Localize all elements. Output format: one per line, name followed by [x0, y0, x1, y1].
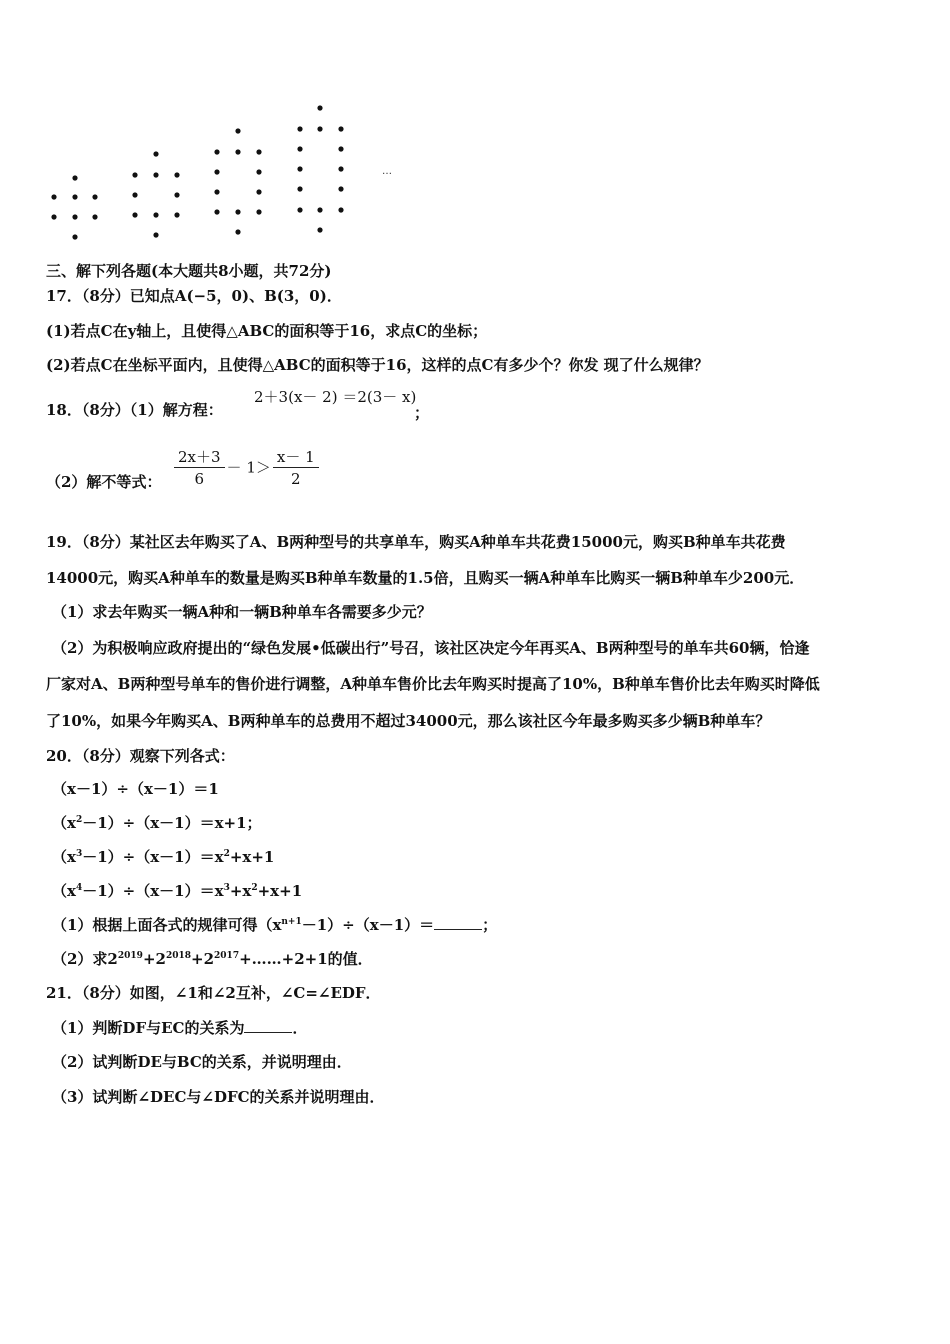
fraction-left-denominator: 6 — [194, 470, 205, 488]
q18-equation: 2＋3(x－ 2) ＝2(3－ x) — [254, 388, 417, 406]
pattern-dot — [153, 151, 158, 156]
q18-head-line — [46, 400, 223, 420]
q18-head: 18．（8分）（1）解方程： — [46, 401, 223, 419]
q20-eq2: $(x^2-1)\div(x-1)=x+1$； — [52, 814, 262, 832]
fraction-left-numerator: 2x＋3 — [174, 447, 225, 468]
q18-part2-label: （2）解不等式： — [46, 473, 162, 491]
pattern-dot — [256, 209, 261, 214]
dot-pattern-figure — [40, 100, 420, 250]
pattern-dot — [338, 186, 343, 191]
pattern-dot — [317, 105, 322, 110]
fraction-right-numerator: x－ 1 — [273, 447, 319, 468]
pattern-dot — [153, 212, 158, 217]
pattern-dot — [153, 172, 158, 177]
pattern-dot — [132, 192, 137, 197]
pattern-dot — [72, 194, 77, 199]
q20-eq4: $(x^4-1)\div(x-1)=x^3+x^2+x+1$ — [52, 882, 303, 900]
pattern-dot — [338, 207, 343, 212]
q19-line4: （2）为积极响应政府提出的“绿色发展•低碳出行”号召，该社区决定今年再买A、B两种型号的单车共60辆，恰逢 — [52, 639, 810, 657]
answer-blank — [434, 915, 482, 930]
q20-eq1: （x－1）÷（x－1）＝1 — [52, 780, 219, 798]
pattern-dot — [338, 166, 343, 171]
q17-part2: (2)若点C在坐标平面内，且使得△ABC的面积等于16，这样的点C有多少个？你发 现了什么规律？ — [46, 356, 709, 374]
fraction-left — [174, 447, 225, 490]
pattern-dot — [297, 166, 302, 171]
q17-head: 17．（8分）已知点A(−5，0)、B(3，0)． — [46, 287, 342, 305]
pattern-dot — [256, 189, 261, 194]
pattern-dot — [256, 169, 261, 174]
pattern-dot — [214, 169, 219, 174]
fraction-right — [273, 447, 319, 490]
pattern-dot — [214, 209, 219, 214]
pattern-dot — [214, 149, 219, 154]
pattern-dot — [92, 194, 97, 199]
pattern-dot — [338, 146, 343, 151]
q21-part3: （3）试判断∠DEC与∠DFC的关系并说明理由． — [52, 1088, 385, 1106]
pattern-dot — [72, 234, 77, 239]
pattern-dot — [297, 146, 302, 151]
pattern-dot — [297, 186, 302, 191]
q20-eq3: $(x^3-1)\div(x-1)=x^2+x+1$ — [52, 848, 275, 866]
q21-part1: （1）判断DF与EC的关系为 ． — [52, 1019, 308, 1037]
pattern-dot — [317, 207, 322, 212]
q19-line6: 了10%，如果今年购买A、B两种单车的总费用不超过34000元，那么该社区今年最多购买多少辆B种单车？ — [46, 712, 771, 730]
pattern-dot — [256, 149, 261, 154]
fraction-right-denominator: 2 — [290, 470, 301, 488]
q20-head: 20．（8分）观察下列各式： — [46, 747, 235, 765]
q19-line5: 厂家对A、B两种型号单车的售价进行调整，A种单车售价比去年购买时提高了10%，B种单车售价比去年购买时降低 — [46, 675, 820, 693]
pattern-dot — [297, 126, 302, 131]
pattern-dot — [153, 232, 158, 237]
q19-line1: 19．（8分）某社区去年购买了A、B两种型号的共享单车，购买A种单车共花费15000元，购买B种单车共花费 — [46, 533, 786, 551]
figure-ellipsis: … — [382, 166, 392, 177]
pattern-dot — [51, 194, 56, 199]
pattern-dot — [235, 229, 240, 234]
pattern-dot — [132, 172, 137, 177]
pattern-dot — [297, 207, 302, 212]
section-title: 三、解下列各题(本大题共8小题，共72分) — [46, 262, 332, 280]
q21-part2: （2）试判断DE与BC的关系，并说明理由． — [52, 1053, 352, 1071]
pattern-dot — [317, 227, 322, 232]
pattern-dot — [92, 214, 97, 219]
pattern-dot — [72, 214, 77, 219]
inequality-middle: － 1＞ — [226, 458, 271, 477]
q21-head: 21．（8分）如图，∠1和∠2互补，∠C=∠EDF． — [46, 984, 381, 1002]
pattern-dot — [72, 175, 77, 180]
pattern-dot — [174, 212, 179, 217]
q19-line3: （1）求去年购买一辆A种和一辆B种单车各需要多少元？ — [52, 603, 432, 621]
q18-inequality — [172, 447, 321, 490]
pattern-dot — [174, 192, 179, 197]
pattern-dot — [317, 126, 322, 131]
pattern-dot — [235, 128, 240, 133]
pattern-dot — [214, 189, 219, 194]
pattern-dot — [338, 126, 343, 131]
q18-semicolon: ； — [414, 404, 430, 422]
pattern-dot — [235, 209, 240, 214]
q19-line2: 14000元，购买A种单车的数量是购买B种单车数量的1.5倍，且购买一辆A种单车比购买一辆B种单车少200元． — [46, 569, 805, 587]
pattern-dot — [174, 172, 179, 177]
pattern-dot — [132, 212, 137, 217]
q20-part1: （1）根据上面各式的规律可得$(x^{n+1}-1)\div(x-1)=$ ； — [52, 916, 498, 934]
pattern-dot — [235, 149, 240, 154]
answer-blank — [244, 1018, 292, 1033]
q17-part1: (1)若点C在y轴上，且使得△ABC的面积等于16，求点C的坐标； — [46, 322, 488, 340]
q20-part2: （2）求$2^{2019}+2^{2018}+2^{2017}+\dots\dots+2+1$的值． — [52, 950, 373, 968]
pattern-dot — [51, 214, 56, 219]
